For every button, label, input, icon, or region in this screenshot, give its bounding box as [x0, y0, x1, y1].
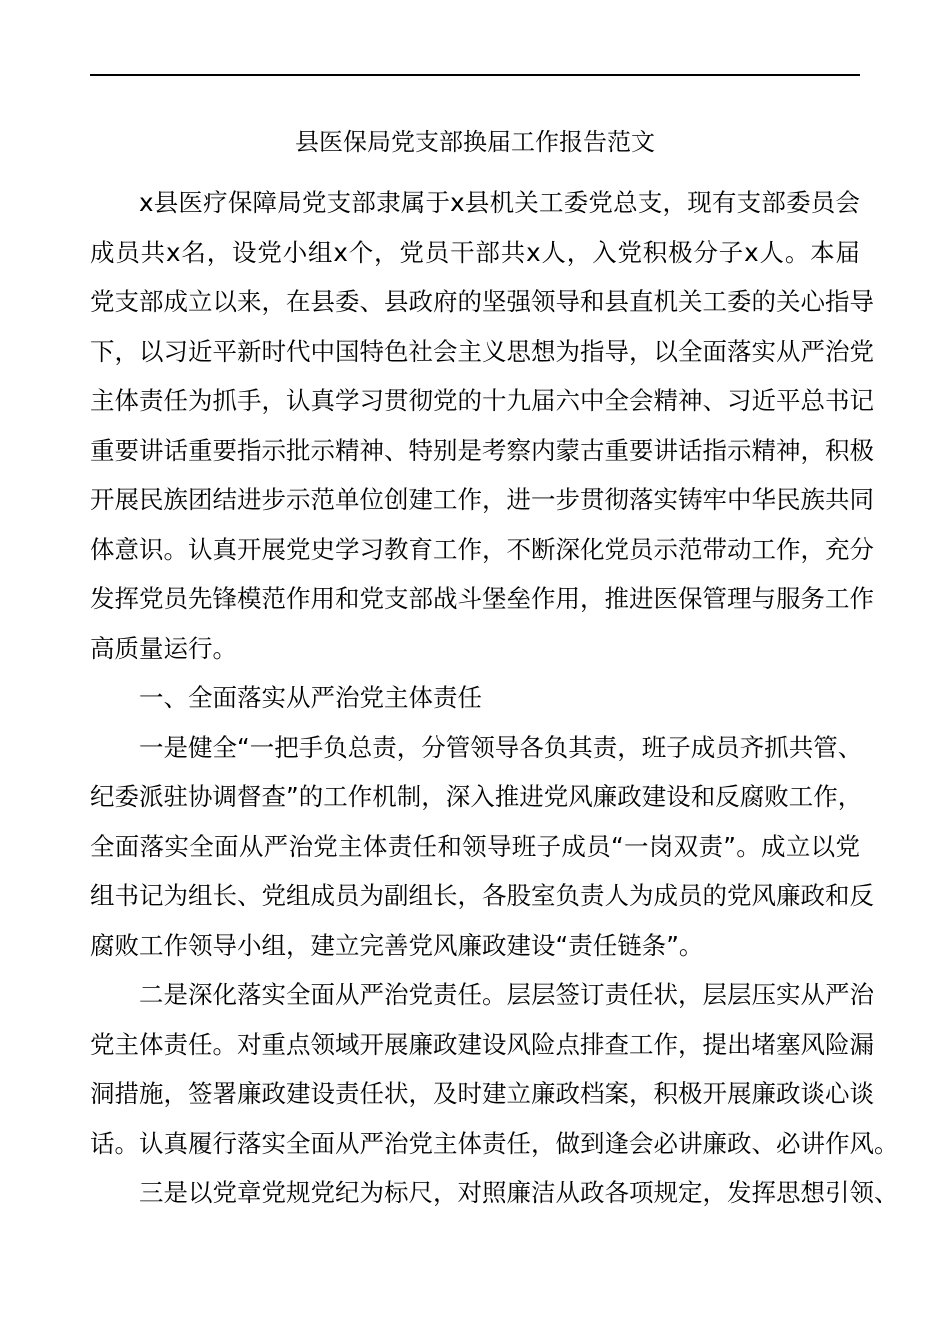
text-line: 高质量运行。	[90, 633, 237, 663]
header-rule	[90, 74, 860, 76]
document-title: 县医保局党支部换届工作报告范文	[295, 128, 655, 156]
text-line: 发挥党员先锋模范作用和党支部战斗堡垒作用，推进医保管理与服务工作	[90, 584, 874, 613]
text-line: 开展民族团结进步示范单位创建工作，进一步贯彻落实铸牢中华民族共同	[90, 485, 874, 514]
text-line: x县医疗保障局党支部隶属于x县机关工委党总支，现有支部委员会	[139, 188, 860, 217]
text-line: 体意识。认真开展党史学习教育工作，不断深化党员示范带动工作，充分	[90, 534, 874, 564]
text-line: 二是深化落实全面从严治党责任。层层签订责任状，层层压实从严治	[139, 980, 874, 1009]
text-line: 成员共x名，设党小组x个，党员干部共x人，入党积极分子x人。本届	[90, 237, 860, 267]
text-line: 组书记为组长、党组成员为副组长，各股室负责人为成员的党风廉政和反	[90, 881, 874, 910]
text-line: 一、全面落实从严治党主体责任	[139, 683, 482, 712]
text-line: 党支部成立以来，在县委、县政府的坚强领导和县直机关工委的关心指导	[90, 287, 874, 316]
text-line: 党主体责任。对重点领域开展廉政建设风险点排查工作，提出堵塞风险漏	[90, 1029, 874, 1059]
text-line: 话。认真履行落实全面从严治党主体责任，做到逢会必讲廉政、必讲作风。	[90, 1128, 899, 1158]
document-body	[90, 178, 899, 1218]
text-line: 主体责任为抓手，认真学习贯彻党的十九届六中全会精神、习近平总书记	[90, 386, 874, 415]
text-line: 腐败工作领导小组，建立完善党风廉政建设“责任链条”。	[90, 930, 704, 960]
text-line: 重要讲话重要指示批示精神、特别是考察内蒙古重要讲话指示精神，积极	[90, 435, 874, 465]
text-line: 纪委派驻协调督查”的工作机制，深入推进党风廉政建设和反腐败工作，	[90, 782, 863, 811]
text-line: 洞措施，签署廉政建设责任状，及时建立廉政档案，积极开展廉政谈心谈	[90, 1079, 874, 1108]
text-line: 一是健全“一把手负总责，分管领导各负其责，班子成员齐抓共管、	[139, 732, 863, 762]
text-line: 全面落实全面从严治党主体责任和领导班子成员“一岗双责”。成立以党	[90, 831, 860, 861]
text-line: 下，以习近平新时代中国特色社会主义思想为指导，以全面落实从严治党	[90, 336, 874, 366]
text-line: 三是以党章党规党纪为标尺，对照廉洁从政各项规定，发挥思想引领、	[139, 1178, 899, 1207]
